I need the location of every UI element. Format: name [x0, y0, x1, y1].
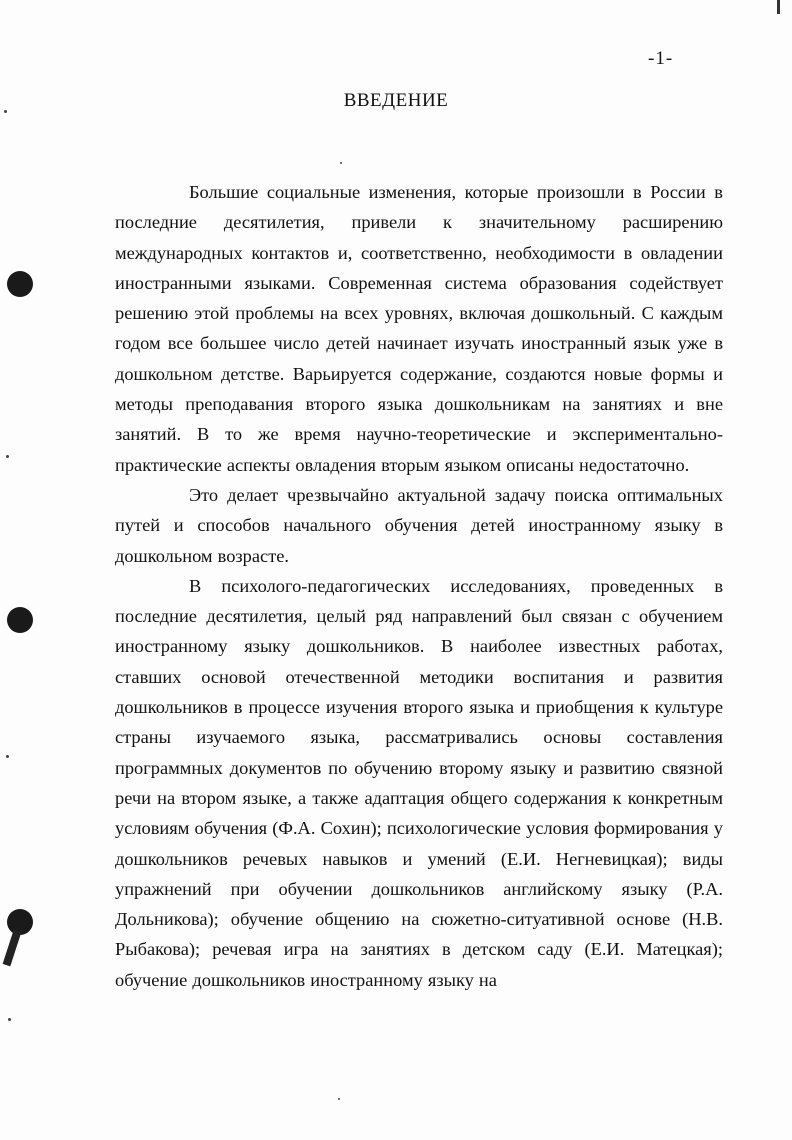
scan-speck	[8, 1018, 11, 1021]
paragraph: Это делает чрезвычайно актуальной задачу поиска оптимальных путей и способов начального обучения детей иностранному языку в дошкольном возрасте.	[115, 484, 723, 566]
body-text	[115, 177, 723, 995]
scan-mark	[3, 930, 22, 967]
binder-hole	[7, 271, 33, 297]
paragraph: В психолого-педагогических исследованиях, проведенных в последние десятилетия, целый ряд направлений был связан с обучением иностранному языку дошкольников. В наиболее известных работах, ставших основой отечественной методики воспитания и развития дошкольников в процессе изучения второго языка и приобщения к культуре страны изучаемого языка, рассматривались основы составления программных документов по обучению второму языку и развитию связной речи на втором языке, а также адаптация общего содержания к конкретным условиям обучения (Ф.А. Сохин); психологические условия формирования у дошкольников речевых навыков и умений (Е.И. Негневицкая); виды упражнений при обучении дошкольников английскому языку (Р.А. Дольникова); обучение общению на сюжетно-ситуативной основе (Н.В. Рыбакова); речевая игра на занятиях в детском саду (Е.И. Матецкая); обучение дошкольников иностранному языку на	[115, 575, 723, 990]
paragraph: Большие социальные изменения, которые произошли в России в последние десятилетия, привели к значительному расширению международных контактов и, соответственно, необходимости в овладении иностранными языками. Современная система образования содействует решению этой проблемы на всех уровнях, включая дошкольный. С каждым годом все большее число детей начинает изучать иностранный язык уже в дошкольном детстве. Варьируется содержание, создаются новые формы и методы преподавания второго языка дошкольникам на занятиях и вне занятий. В то же время научно-теоретические и экспериментально-практические аспекты овладения вторым языком описаны недостаточно.	[115, 182, 723, 475]
page-number: -1-	[648, 48, 674, 69]
scan-speck	[340, 162, 342, 164]
scan-edge-mark	[777, 0, 780, 14]
page-title: ВВЕДЕНИЕ	[343, 90, 449, 111]
scan-speck	[6, 455, 9, 458]
scan-speck	[338, 1098, 340, 1100]
scan-speck	[6, 755, 9, 758]
binder-hole	[7, 607, 33, 633]
